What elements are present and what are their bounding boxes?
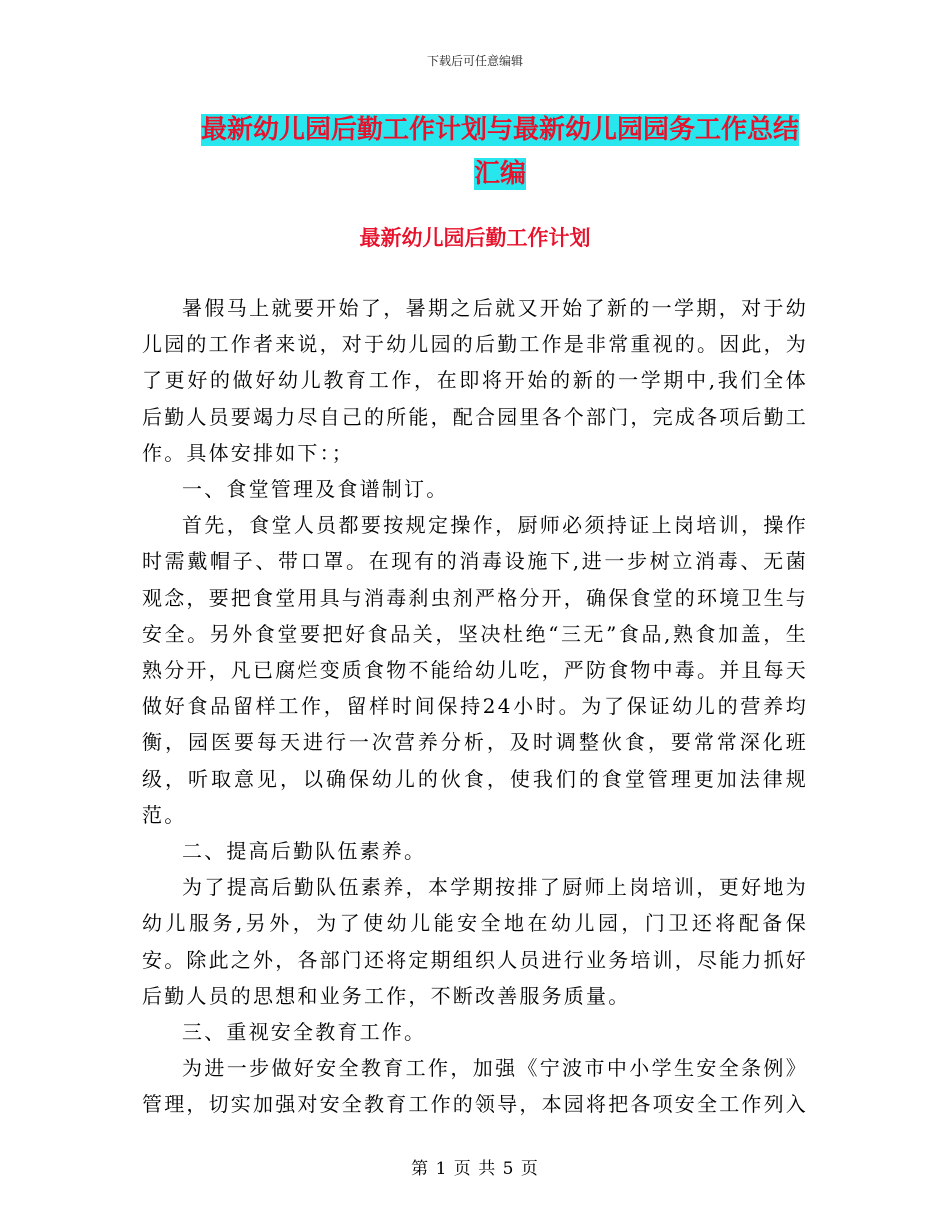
header-note: 下载后可任意编辑: [426, 54, 523, 68]
heading-staff-quality: 二、提高后勤队伍素养。: [182, 839, 427, 864]
document-title-line-1: 最新幼儿园后勤工作计划与最新幼儿园园务工作总结: [200, 115, 799, 145]
page-number-footer: 第 1 页 共 5 页: [411, 1159, 539, 1179]
section-title: 最新幼儿园后勤工作计划: [359, 226, 591, 250]
heading-safety-education: 三、重视安全教育工作。: [182, 1020, 427, 1045]
heading-canteen-management: 一、食堂管理及食谱制订。: [182, 477, 449, 502]
paragraph-safety: 为进一步做好安全教育工作，加强《宁波市中小学生安全条例》管理，切实加强对安全教育工作的领导，本园将把各项安全工作列入: [142, 1056, 808, 1117]
document-title-line-2: 汇编: [473, 159, 526, 189]
document-body: [142, 290, 808, 1123]
paragraph-staff: 为了提高后勤队伍素养，本学期按排了厨师上岗培训，更好地为幼儿服务,另外，为了使幼儿能安全地在幼儿园，门卫还将配备保安。除此之外，各部门还将定期组织人员进行业务培训，尽能力抓好后勤人员的思想和业务工作，不断改善服务质量。: [142, 875, 808, 1008]
paragraph-canteen: 首先，食堂人员都要按规定操作，厨师必须持证上岗培训，操作时需戴帽子、带口罩。在现有的消毒设施下,进一步树立消毒、无菌观念，要把食堂用具与消毒刹虫剂严格分开，确保食堂的环境卫生与安全。另外食堂要把好食品关，坚决杜绝“三无”食品,熟食加盖，生熟分开，凡已腐烂变质食物不能给幼儿吃，严防食物中毒。并且每天做好食品留样工作，留样时间保持24小时。为了保证幼儿的营养均衡，园医要每天进行一次营养分析，及时调整伙食，要常常深化班级，听取意见，以确保幼儿的伙食，使我们的食堂管理更加法律规范。: [142, 513, 808, 827]
document-title: [150, 108, 850, 196]
paragraph-intro: 暑假马上就要开始了，暑期之后就又开始了新的一学期，对于幼儿园的工作者来说，对于幼儿园的后勤工作是非常重视的。因此，为了更好的做好幼儿教育工作，在即将开始的新的一学期中,我们全体后勤人员要竭力尽自己的所能，配合园里各个部门，完成各项后勤工作。具体安排如下：；: [142, 296, 808, 465]
